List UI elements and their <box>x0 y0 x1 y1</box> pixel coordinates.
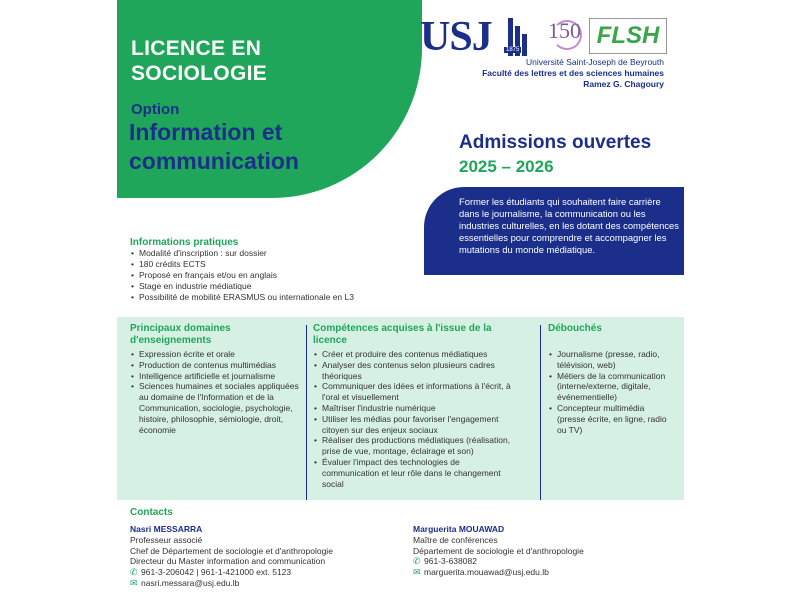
list-item: • Sciences humaines et sociales appliquées au domaine de l'Information et de la Communication, sociologie, psychologie, histoire, philosophie, sémiologie, droit, économie <box>130 381 300 435</box>
usj-year: 1875 <box>506 47 520 53</box>
list-item: • Modalité d'inscription : sur dossier <box>130 248 410 259</box>
option-label: Option <box>131 101 180 118</box>
hero-banner <box>117 0 422 198</box>
list-item: • Possibilité de mobilité ERASMUS ou internationale en L3 <box>130 292 410 303</box>
contact-email[interactable]: nasri.messara@usj.edu.lb <box>141 577 240 588</box>
list-item: • Utiliser les médias pour favoriser l'engagement citoyen sur des enjeux sociaux <box>313 414 513 436</box>
contact-email[interactable]: marguerita.mouawad@usj.edu.lb <box>424 567 549 578</box>
careers-column <box>548 323 673 435</box>
practical-info-title: Informations pratiques <box>130 237 239 248</box>
contact-card <box>130 524 390 589</box>
intro-box <box>424 187 684 275</box>
usj-logo: USJ <box>420 14 492 60</box>
skills-title: Compétences acquises à l'issue de la licence <box>313 323 492 346</box>
contact-role: Professeur associé <box>130 534 203 545</box>
contacts-title: Contacts <box>130 507 173 518</box>
flyer <box>117 0 684 600</box>
phone-icon: ✆ <box>130 567 138 578</box>
domains-title: Principaux domaines d'enseignements <box>130 323 231 346</box>
option-name-line1: Information et <box>129 119 283 145</box>
practical-info <box>130 237 410 303</box>
intro-text: Former les étudiants qui souhaitent faire carrière dans le journalisme, la communication ou les industries culturelles, en les dotant des compétences essentielles pour comprendre et accompagner les mutations du monde médiatique. <box>459 196 679 255</box>
email-icon: ✉ <box>413 567 421 578</box>
program-title-line1: LICENCE EN <box>131 37 262 60</box>
faculty-name: Faculté des lettres et des sciences humaines <box>482 68 664 78</box>
email-icon: ✉ <box>130 577 138 588</box>
practical-info-list <box>130 248 410 303</box>
faculty-patron: Ramez G. Chagoury <box>583 79 664 89</box>
phone-icon: ✆ <box>413 556 421 567</box>
list-item: • Expression écrite et orale <box>130 349 300 360</box>
anniversary-number: 150 <box>548 18 581 43</box>
list-item: • Analyser des contenus selon plusieurs cadres théoriques <box>313 360 513 382</box>
university-name: Université Saint-Joseph de Beyrouth <box>526 57 664 67</box>
program-title <box>131 36 267 86</box>
option-name-line2: communication <box>129 148 299 174</box>
anniversary-logo <box>544 16 582 54</box>
contact-phone[interactable]: 961-3-638082 <box>424 556 477 567</box>
list-item: • Production de contenus multimédias <box>130 360 300 371</box>
list-item: • Stage en industrie médiatique <box>130 281 410 292</box>
contact-name: Marguerita MOUAWAD <box>413 524 505 534</box>
list-item: • Proposé en français et/ou en anglais <box>130 270 410 281</box>
list-item: • Concepteur multimédia (presse écrite, en ligne, radio ou TV) <box>548 403 673 435</box>
column-divider <box>306 325 307 500</box>
contact-card <box>413 524 673 578</box>
list-item: • Créer et produire des contenus médiatiques <box>313 349 513 360</box>
flsh-logo: FLSH <box>589 18 667 54</box>
program-title-line2: SOCIOLOGIE <box>131 62 268 85</box>
list-item: • Évaluer l'impact des technologies de communication et leur rôle dans le changement social <box>313 457 513 489</box>
contacts-section <box>130 507 680 588</box>
contact-name: Nasri MESSARRA <box>130 524 203 534</box>
contact-phone[interactable]: 961-3-206042 | 961-1-421000 ext. 5123 <box>141 567 292 578</box>
skills-column <box>313 323 513 489</box>
faculty-block <box>482 57 664 90</box>
list-item: • Intelligence artificielle et journalisme <box>130 371 300 382</box>
domains-column <box>130 323 300 435</box>
list-item: • Communiquer des idées et informations à l'écrit, à l'oral et visuellement <box>313 381 513 403</box>
contact-role: Directeur du Master information and communication <box>130 556 326 567</box>
list-item: • Journalisme (presse, radio, télévision, web) <box>548 349 673 371</box>
admissions-year: 2025 – 2026 <box>459 157 554 176</box>
contact-role: Département de sociologie et d'anthropologie <box>413 545 584 556</box>
column-divider <box>540 325 541 500</box>
contact-role: Maître de conférences <box>413 534 498 545</box>
admissions-title: Admissions ouvertes <box>459 132 652 153</box>
list-item: • Maîtriser l'industrie numérique <box>313 403 513 414</box>
option-name <box>129 118 429 176</box>
list-item: • Métiers de la communication (interne/externe, digitale, événementielle) <box>548 371 673 403</box>
contact-role: Chef de Département de sociologie et d'anthropologie <box>130 545 333 556</box>
program-details-panel <box>117 317 684 500</box>
list-item: • Réaliser des productions médiatiques (réalisation, prise de vue, montage, éclairage et son) <box>313 435 513 457</box>
careers-title: Débouchés <box>548 323 602 334</box>
list-item: • 180 crédits ECTS <box>130 259 410 270</box>
